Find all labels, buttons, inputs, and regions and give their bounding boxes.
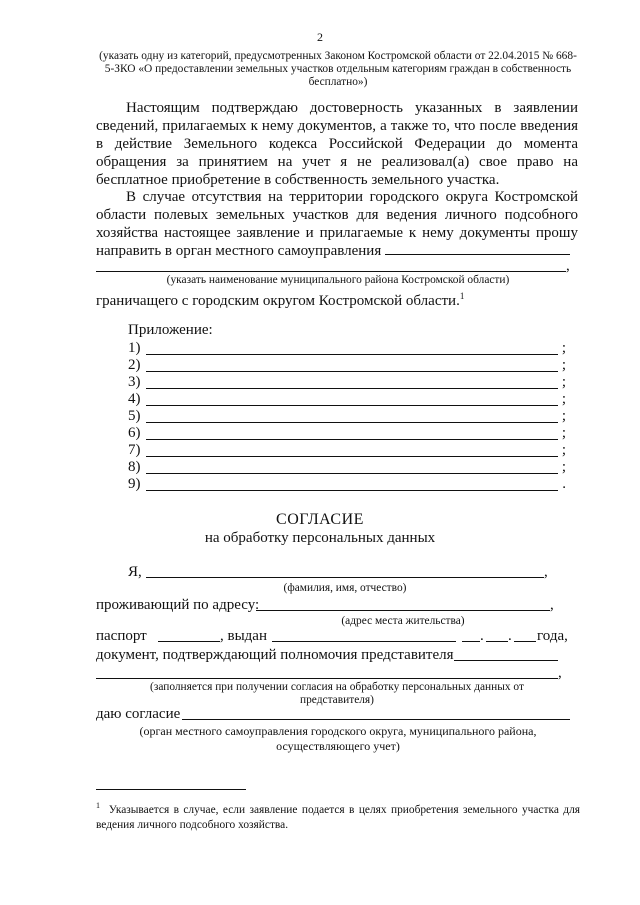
attachment-row[interactable]: 3) ; [128,374,566,390]
attachment-row[interactable]: 7) ; [128,442,566,458]
attachment-field[interactable] [146,473,558,474]
footnote-mark: 1 [96,801,100,810]
year-label: года, [537,628,568,644]
attachment-row[interactable]: 6) ; [128,425,566,441]
category-note: (указать одну из категорий, предусмотренных Законом Костромской области от 22.04.2015 № 668-5-ЗКО «О предоставлении земельных участков отдельным категориям граждан в собственность бесплатно») [99,50,577,88]
footnote-text: Указывается в случае, если заявление подается в целях приобретения земельного участка для ведения личного подсобного хозяйства. [96,803,580,831]
rep-hint: (заполняется при получении согласия на обработку персональных данных от представителя) [150,681,524,706]
attachment-row[interactable]: 2) ; [128,357,566,373]
org-field[interactable] [182,719,570,720]
consent-title: СОГЛАСИЕ [276,511,364,528]
municipal-body-field-part1[interactable] [385,242,570,255]
passport-label: паспорт [96,628,147,644]
redirect-text: В случае отсутствия на территории городского округа Костромской области полевых земельных участков для ведения личного подсобного хозяйства настоящее заявление и прилагаемые к нему документы прошу направить в орган местного самоуправления [96,189,578,259]
attachments-heading: Приложение: [128,322,213,338]
attachment-row[interactable]: 9) . [128,476,566,492]
attachment-field[interactable] [146,456,558,457]
address-label: проживающий по адресу: [96,597,260,613]
attachment-field[interactable] [146,388,558,389]
issue-day-field[interactable] [462,641,480,642]
confirmation-text: Настоящим подтверждаю достоверность указанных в заявлении сведений, прилагаемых к нему документов, а также то, что после введения в действие Земельного кодекса Российской Федерации до момента обращения за принятием на учет я не реализовал(а) свое право на бесплатное приобретение в собственность земельного участка. [96,100,578,188]
rep-doc-field-part2[interactable] [96,678,558,679]
issue-year-field[interactable] [514,641,536,642]
redirect-paragraph [96,188,578,260]
i-label: Я, [128,564,142,580]
footnote [96,798,580,833]
issued-label: , выдан [220,628,267,644]
attachment-field[interactable] [146,354,558,355]
attachment-field[interactable] [146,439,558,440]
issue-month-field[interactable] [486,641,508,642]
attachment-row[interactable]: 1) ; [128,340,566,356]
attachment-field[interactable] [146,490,558,491]
attachment-field[interactable] [146,371,558,372]
rep-doc-label: документ, подтверждающий полномочия представителя [96,647,454,663]
org-hint: (орган местного самоуправления городского округа, муниципального района, осуществляющего учет) [139,724,537,753]
rep-doc-field-part1[interactable] [454,660,558,661]
attachment-row[interactable]: 8) ; [128,459,566,475]
page-number: 2 [317,30,323,44]
consent-subtitle: на обработку персональных данных [204,530,436,546]
attachment-row[interactable]: 5) ; [128,408,566,424]
fio-field[interactable] [146,577,544,578]
footnote-ref: 1 [459,291,465,301]
give-consent-label: даю согласие [96,706,181,722]
attachment-field[interactable] [146,422,558,423]
confirmation-paragraph [96,99,578,189]
footnote-separator [96,789,246,790]
passport-number-field[interactable] [158,641,220,642]
bordering-text: граничащего с городским округом Костромской области.$^1$ [96,291,465,309]
attachment-row[interactable]: 4) ; [128,391,566,407]
municipal-hint: (указать наименование муниципального района Костромской области) [166,274,510,286]
municipal-body-field-part2[interactable] [96,271,566,272]
address-field[interactable] [256,610,550,611]
fio-hint: (фамилия, имя, отчество) [283,582,407,594]
attachment-field[interactable] [146,405,558,406]
issued-by-field[interactable] [272,641,456,642]
address-hint: (адрес места жительства) [341,615,465,627]
